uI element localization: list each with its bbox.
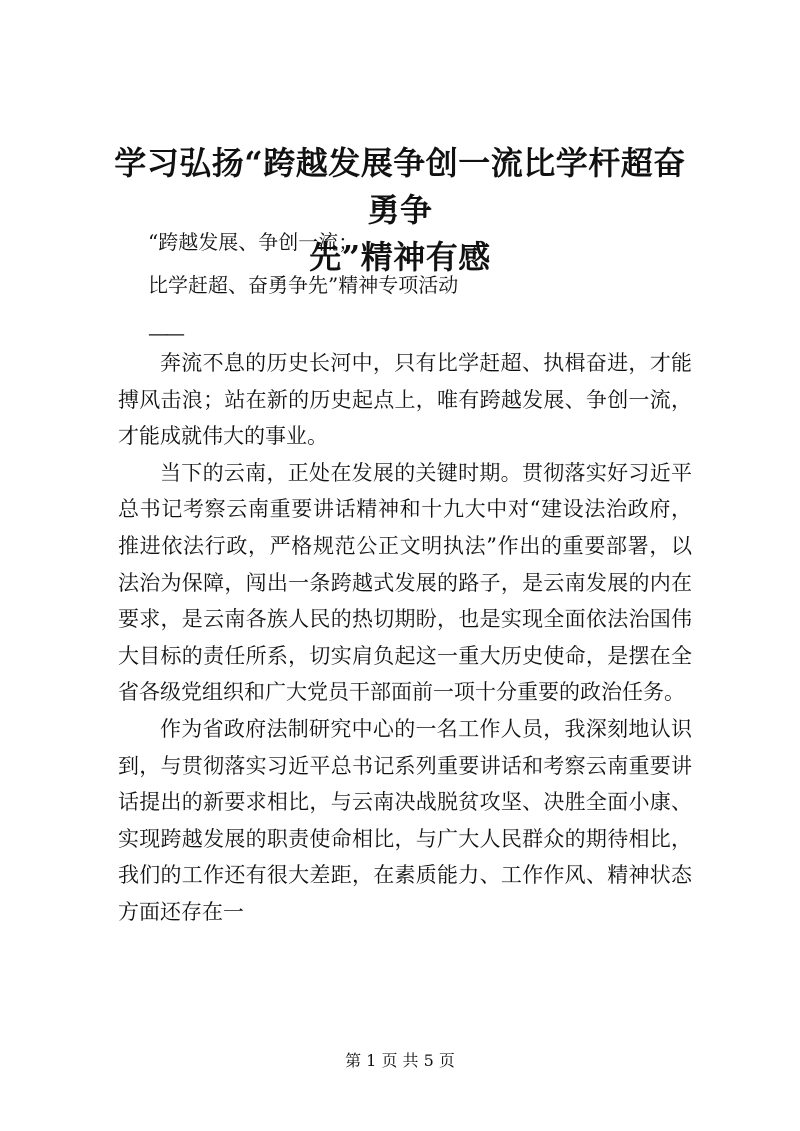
paragraph-3: 作为省政府法制研究中心的一名工作人员，我深刻地认识到，与贯彻落实习近平总书记系列重要讲话和考察云南重要讲话提出的新要求相比，与云南决战脱贫攻坚、决胜全面小康、实现跨越发展的职责使命相比，与广大人民群众的期待相比，我们的工作还有很大差距，在素质能力、工作作风、精神状态方面还存在一 [118,716,692,924]
subtitle-line-1: “跨越发展、争创一流； [148,230,359,254]
paragraph-2: 当下的云南，正处在发展的关键时期。贯彻落实好习近平总书记考察云南重要讲话精神和十九大中对“建设法治政府，推进依法行政，严格规范公正文明执法”作出的重要部署，以法治为保障，闯出一条跨越式发展的路子，是云南发展的内在要求，是云南各族人民的热切期盼，也是实现全面依法治国伟大目标的责任所系，切实肩负起这一重大历史使命，是摆在全省各级党组织和广大党员干部面前一项十分重要的政治任务。 [118,460,692,705]
title-line-2: 先”精神有感 [309,238,491,276]
document-body [118,345,692,931]
page-footer: 第 1 页 共 5 页 [345,1051,455,1070]
document-title [100,140,700,281]
subtitle-dash: —— [148,321,182,345]
subtitle-line-2: 比学赶超、奋勇争先”精神专项活动 [148,273,459,297]
paragraph-1: 奔流不息的历史长河中，只有比学赶超、执楫奋进，才能搏风击浪；站在新的历史起点上，唯有跨越发展、争创一流，才能成就伟大的事业。 [118,351,692,449]
title-line-1: 学习弘扬“跨越发展争创一流比学杆超奋勇争 [114,144,686,229]
